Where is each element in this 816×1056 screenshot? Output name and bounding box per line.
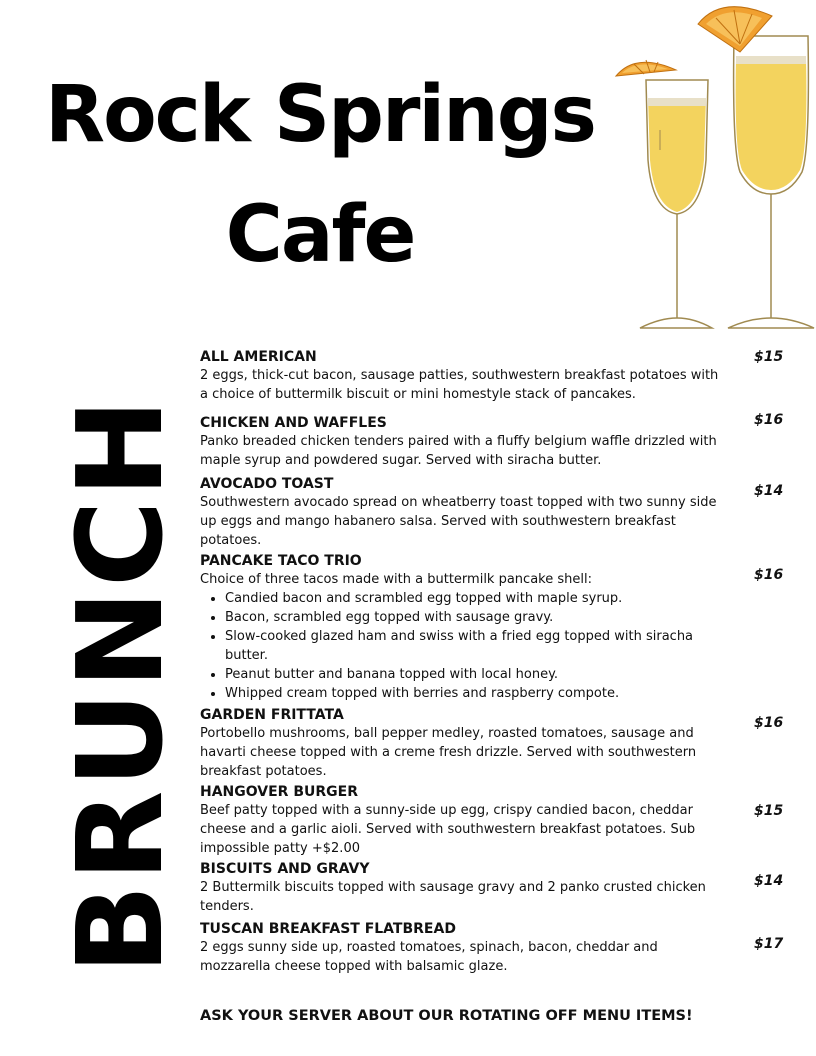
price-chicken-and-waffles: $16 (754, 412, 784, 428)
menu-item-description: Choice of three tacos made with a buttermilk pancake shell: (200, 572, 592, 587)
menu-item-description: 2 eggs sunny side up, roasted tomatoes, spinach, bacon, cheddar and mozzarella cheese topped with balsamic glaze. (200, 940, 658, 974)
menu-item-name: TUSCAN BREAKFAST FLATBREAD (200, 921, 456, 937)
menu-item-biscuits-and-gravy (200, 860, 740, 916)
price-biscuits-and-gravy: $14 (754, 873, 784, 889)
menu-item-description: Panko breaded chicken tenders paired with a fluffy belgium waffle drizzled with maple syrup and powdered sugar. Served with siracha butter. (200, 434, 717, 468)
taco-options-list (200, 589, 740, 703)
price-garden-frittata: $16 (754, 715, 784, 731)
menu-item-name: HANGOVER BURGER (200, 784, 358, 800)
price-avocado-toast: $14 (754, 483, 784, 499)
taco-option: • Whipped cream topped with berries and raspberry compote. (225, 684, 740, 703)
menu-item-tuscan-breakfast-flatbread (200, 920, 740, 976)
brunch-section-label: BRUNCH (51, 395, 189, 975)
menu-item-description: 2 eggs, thick-cut bacon, sausage patties, southwestern breakfast potatoes with a choice of buttermilk biscuit or mini homestyle stack of pancakes. (200, 368, 719, 402)
menu-item-avocado-toast (200, 475, 740, 550)
price-all-american: $15 (754, 349, 784, 365)
price-pancake-taco-trio: $16 (754, 567, 784, 583)
menu-item-all-american (200, 348, 740, 404)
rotating-items-note: ASK YOUR SERVER ABOUT OUR ROTATING OFF MENU ITEMS! (200, 1008, 693, 1024)
menu-item-name: GARDEN FRITTATA (200, 707, 344, 723)
brunch-menu-list (200, 348, 740, 976)
large-orange-slice-icon (698, 7, 772, 52)
menu-item-name: CHICKEN AND WAFFLES (200, 415, 387, 431)
menu-item-name: BISCUITS AND GRAVY (200, 861, 370, 877)
price-hangover-burger: $15 (754, 803, 784, 819)
small-mimosa-glass (640, 80, 712, 328)
menu-item-name: AVOCADO TOAST (200, 476, 334, 492)
price-tuscan-breakfast-flatbread: $17 (754, 936, 784, 952)
menu-item-name: ALL AMERICAN (200, 349, 317, 365)
menu-item-pancake-taco-trio (200, 552, 740, 703)
cafe-title-line-1: Rock Springs (45, 70, 595, 160)
menu-item-description: Southwestern avocado spread on wheatberry toast topped with two sunny side up eggs and mango habanero salsa. Served with southwestern breakfast potatoes. (200, 495, 717, 548)
taco-option: • Slow-cooked glazed ham and swiss with a fried egg topped with siracha butter. (225, 627, 740, 665)
menu-item-description: Portobello mushrooms, ball pepper medley, roasted tomatoes, sausage and havarti cheese topped with a creme fresh drizzle. Served with southwestern breakfast potatoes. (200, 726, 697, 779)
taco-option: • Bacon, scrambled egg topped with sausage gravy. (225, 608, 740, 627)
menu-item-description: Beef patty topped with a sunny-side up egg, crispy candied bacon, cheddar cheese and a garlic aioli. Served with southwestern breakfast potatoes. Sub impossible patty +$2.00 (200, 803, 696, 856)
menu-item-garden-frittata (200, 706, 740, 781)
small-orange-slice-icon (616, 60, 676, 76)
menu-item-description: 2 Buttermilk biscuits topped with sausage gravy and 2 panko crusted chicken tenders. (200, 880, 706, 914)
large-mimosa-glass (728, 36, 814, 328)
taco-option: • Peanut butter and banana topped with local honey. (225, 665, 740, 684)
menu-item-name: PANCAKE TACO TRIO (200, 553, 362, 569)
cafe-title-line-2: Cafe (225, 190, 415, 280)
menu-item-chicken-and-waffles (200, 414, 740, 470)
taco-option: • Candied bacon and scrambled egg topped with maple syrup. (225, 589, 740, 608)
section-label-wrapper (51, 370, 189, 1000)
mimosa-glasses-illustration (600, 0, 816, 335)
menu-item-hangover-burger (200, 783, 740, 858)
